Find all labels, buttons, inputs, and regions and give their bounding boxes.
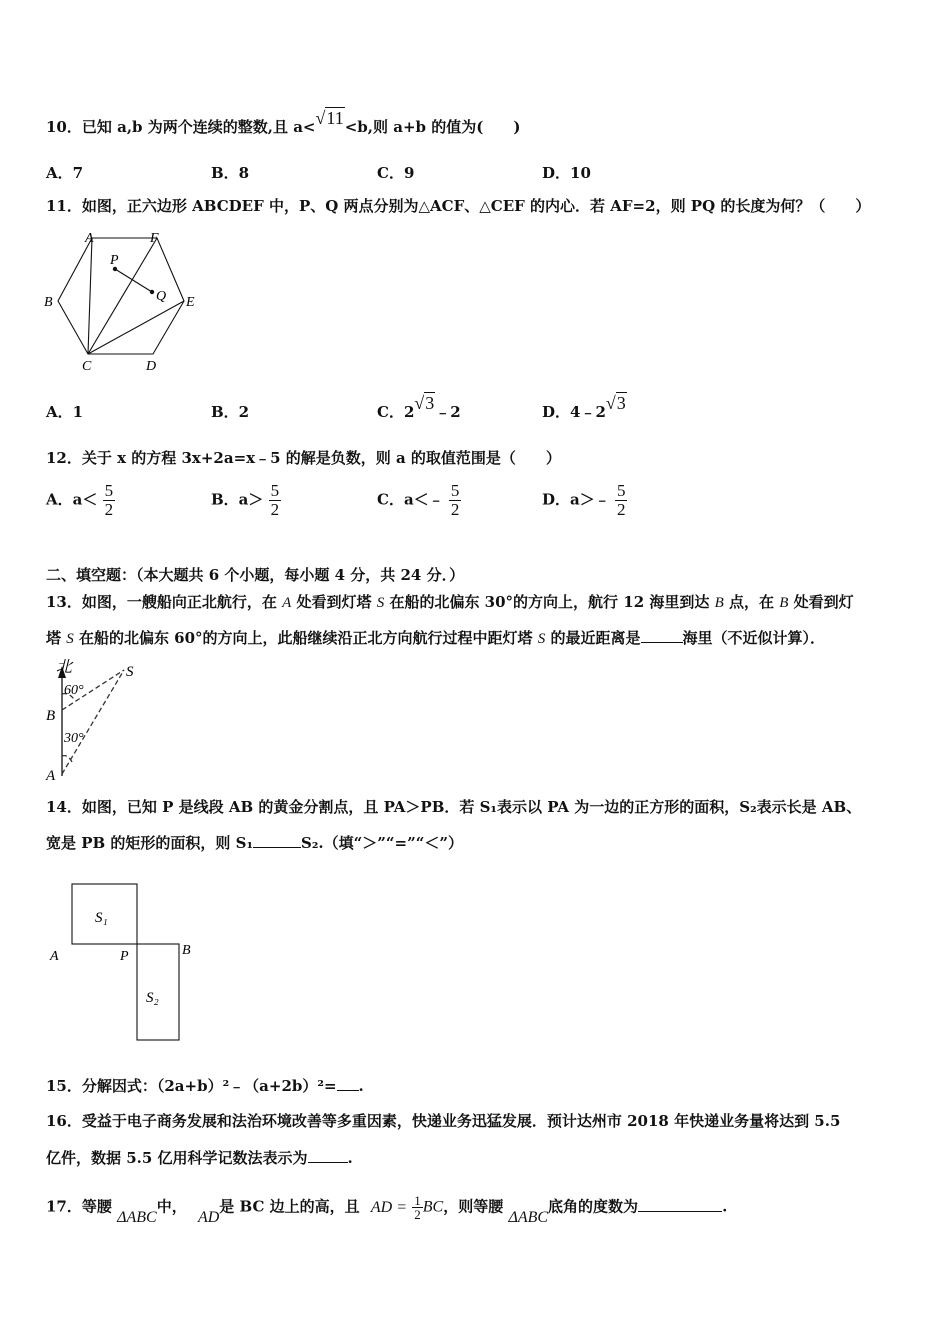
q12-option-b: B．a＞ $\frac{5}{2}$ xyxy=(211,481,280,519)
q16-answer-blank xyxy=(308,1162,348,1163)
q14-line1: 14．如图，已知 P 是线段 AB 的黄金分割点，且 PA＞PB．若 S₁表示以 PA 为一边的正方形的面积，S₂表示长是 AB、 xyxy=(46,798,862,816)
q12-stem: 12．关于 x 的方程 3x+2a=x﹣5 的解是负数，则 a 的取值范围是（ ） xyxy=(46,449,561,467)
segment-fc xyxy=(88,238,157,354)
label-b-ship: B xyxy=(46,708,56,724)
segment-pq xyxy=(115,269,152,292)
q10-option-b: B．8 xyxy=(211,164,250,182)
label-a-ship: A xyxy=(46,768,56,784)
segment-ac xyxy=(88,238,92,354)
label-s: S xyxy=(126,664,134,680)
q13-answer-blank xyxy=(641,642,683,643)
q14-answer-blank xyxy=(253,847,301,848)
label-s1: S₁ xyxy=(95,910,108,926)
segment-ec xyxy=(88,301,184,354)
angle-arc-30 xyxy=(62,756,72,762)
label-c: C xyxy=(82,359,92,374)
point-q xyxy=(150,290,154,294)
q10-stem: 10．已知 a,b 为两个连续的整数,且 a<√11<b,则 a+b 的值为( ) xyxy=(46,108,521,136)
q10-option-a: A．7 xyxy=(46,164,84,182)
q15-answer-blank xyxy=(337,1090,359,1091)
label-s2: S₂ xyxy=(146,990,159,1006)
q16-line1: 16．受益于电子商务发展和法治环境改善等多重因素，快递业务迅猛发展．预计达州市 2018 年快递业务量将达到 5.5 xyxy=(46,1112,841,1130)
label-north: 北 xyxy=(56,659,73,676)
label-60deg: 60° xyxy=(64,683,84,698)
hexagon-figure xyxy=(40,228,210,374)
label-b-seg: B xyxy=(182,943,191,958)
q17-answer-blank xyxy=(638,1211,722,1212)
q14-line2: 宽是 PB 的矩形的面积，则 S₁ S₂.（填“＞”“=”“＜”） xyxy=(46,834,463,852)
q12-option-a: A．a＜ $\frac{5}{2}$ xyxy=(46,481,114,519)
q11-option-a: A．1 xyxy=(46,403,84,421)
label-p: P xyxy=(110,253,119,268)
q17-stem: 17．等腰 ΔABC中， AD是 BC 边上的高，且 AD = $\frac{1}{2}$ BC，则等腰 ΔABC底角的度数为 . xyxy=(46,1193,728,1226)
label-q: Q xyxy=(156,289,167,304)
label-b: B xyxy=(44,295,53,310)
golden-section-figure xyxy=(46,882,206,1046)
q11-option-b: B．2 xyxy=(211,403,250,421)
ship-figure xyxy=(42,658,152,784)
q10-option-d: D．10 xyxy=(542,164,591,182)
label-e: E xyxy=(186,295,195,310)
label-d: D xyxy=(146,359,157,374)
label-p-seg: P xyxy=(120,949,129,964)
q10-option-c: C．9 xyxy=(377,164,415,182)
q12-option-c: C．a＜﹣ $\frac{5}{2}$ xyxy=(377,481,460,519)
label-30deg: 30° xyxy=(64,731,84,746)
label-a: A xyxy=(85,231,94,246)
q11-option-c: C．2√3﹣2 xyxy=(377,393,461,421)
q15-stem: 15．分解因式：（2a+b）²﹣（a+2b）²= . xyxy=(46,1077,364,1095)
q13-line2: 塔 S 在船的北偏东 60°的方向上，此船继续沿正北方向航行过程中距灯塔 S 的最近距离是 海里（不近似计算）． xyxy=(46,629,826,647)
label-f: F xyxy=(150,231,159,246)
q16-line2: 亿件，数据 5.5 亿用科学记数法表示为 . xyxy=(46,1149,353,1167)
q11-stem: 11．如图，正六边形 ABCDEF 中，P、Q 两点分别为△ACF、△CEF 的内心．若 AF=2，则 PQ 的长度为何？（ ） xyxy=(46,197,871,215)
q12-option-d: D．a＞﹣ $\frac{5}{2}$ xyxy=(542,481,626,519)
sqrt-11: √11 xyxy=(315,108,344,128)
label-a-seg: A xyxy=(50,949,59,964)
q13-line1: 13．如图，一艘船向正北航行，在 A 处看到灯塔 S 在船的北偏东 30°的方向上，航行 12 海里到达 B 点，在 B 处看到灯 xyxy=(46,593,854,611)
q11-option-d: D．4﹣2√3 xyxy=(542,393,626,421)
section-heading: 二、填空题：（本大题共 6 个小题，每小题 4 分，共 24 分．） xyxy=(46,566,465,584)
